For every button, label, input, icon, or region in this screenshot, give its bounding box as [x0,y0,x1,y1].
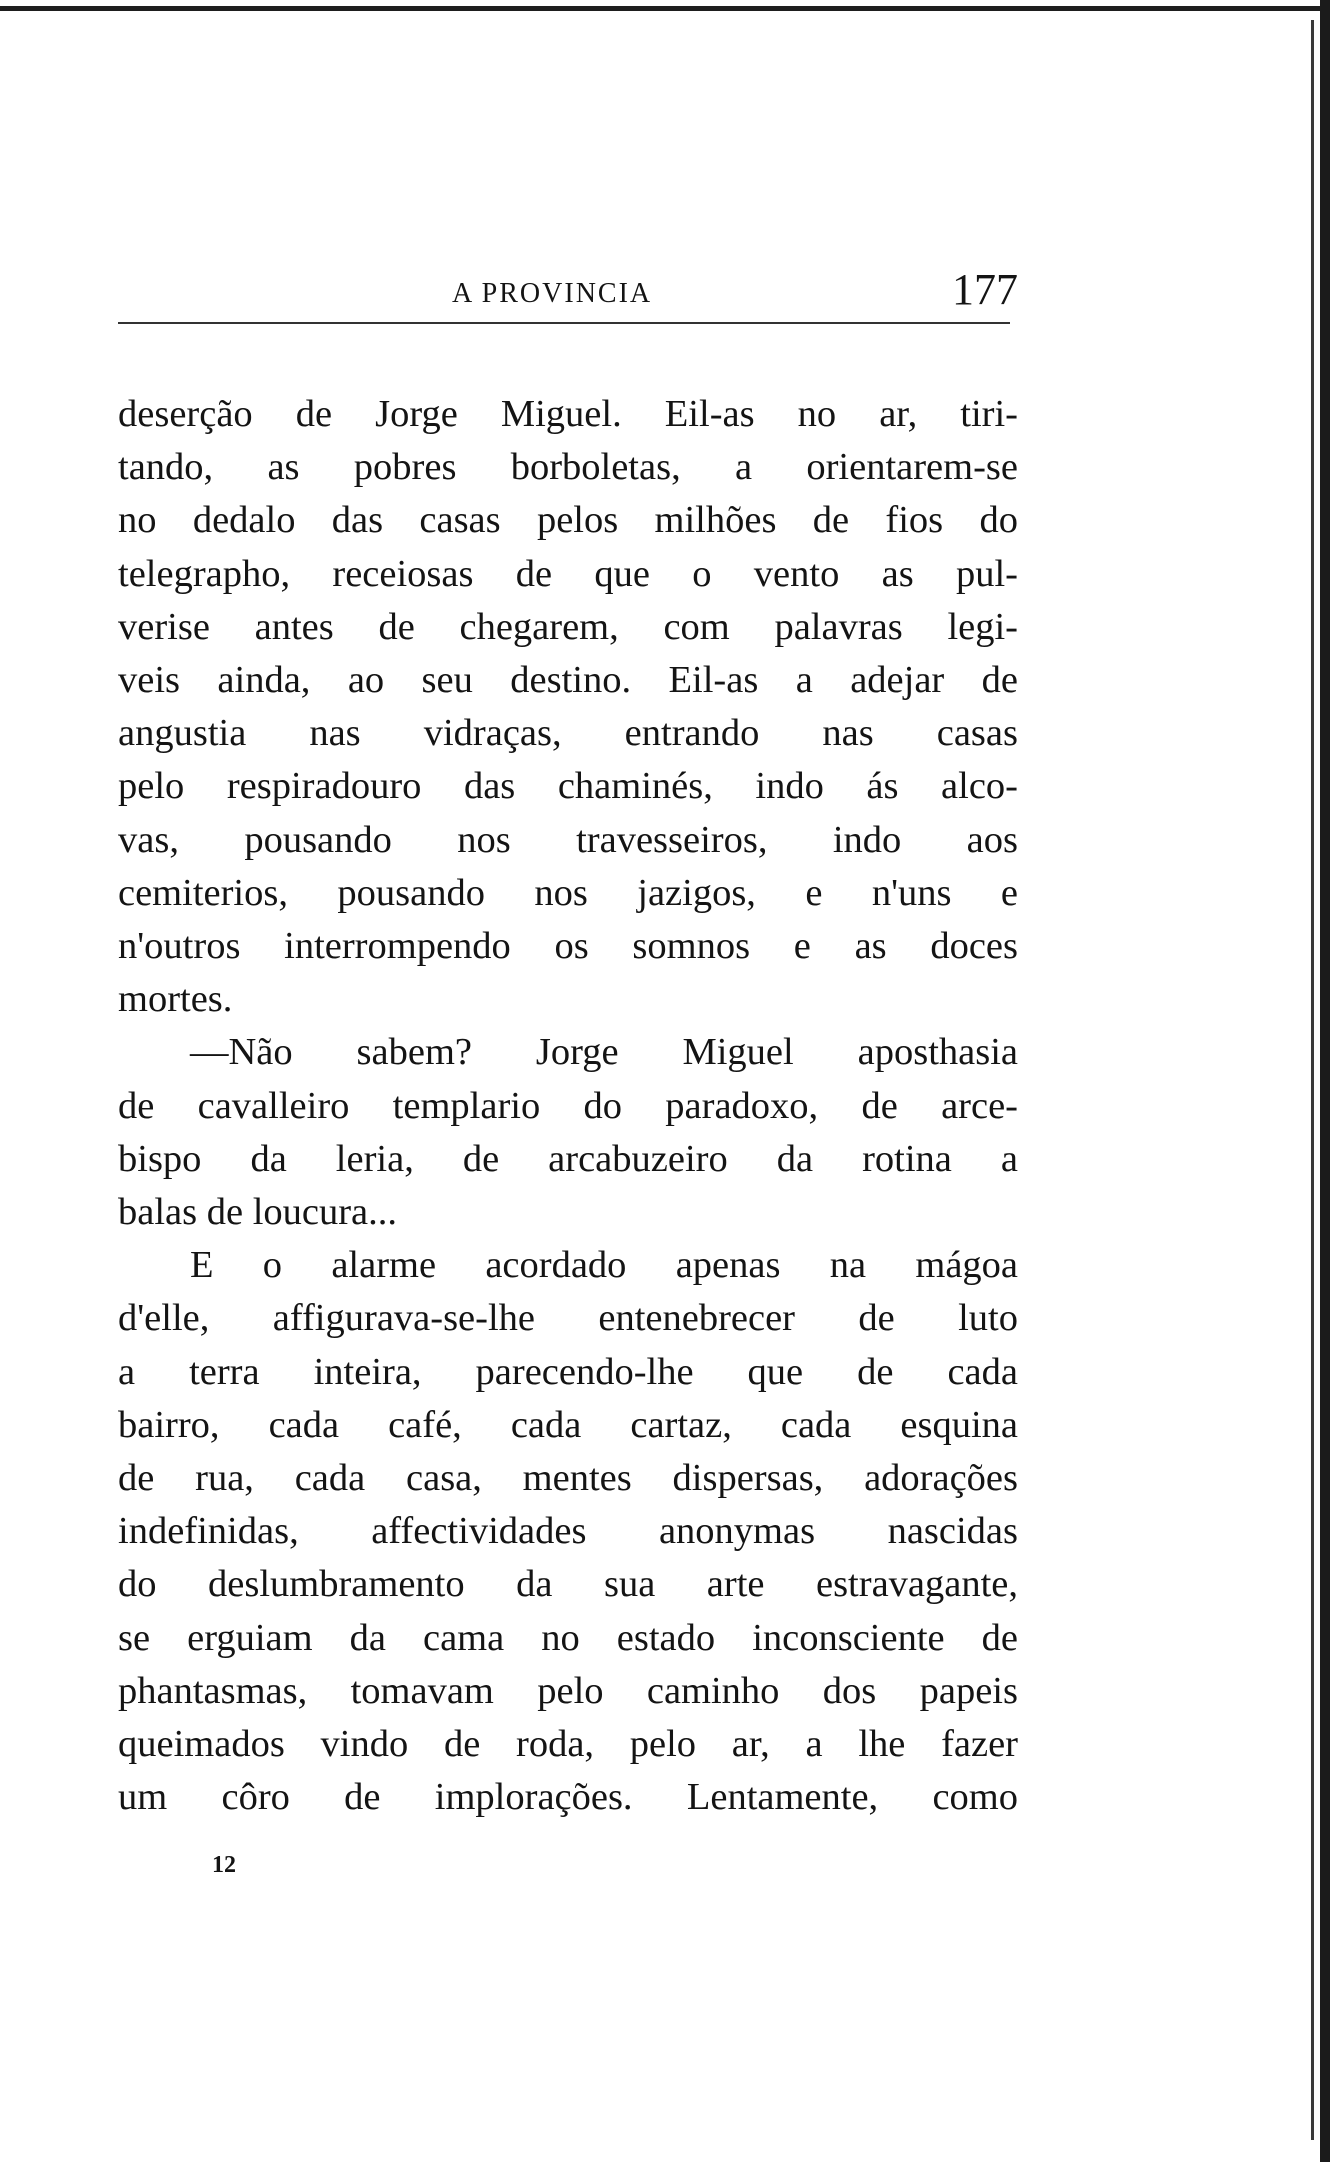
text-line: no dedalo das casas pelos milhões de fios do [118,499,1018,542]
text-line: —Não sabem? Jorge Miguel aposthasia [190,1031,1018,1074]
text-line: vas, pousando nos travesseiros, indo aos [118,818,1018,861]
text-line: phantasmas, tomavam pelo caminho dos papeis [118,1669,1018,1712]
text-line: queimados vindo de roda, pelo ar, a lhe fazer [118,1723,1018,1766]
text-line: um côro de implorações. Lentamente, como [118,1776,1018,1819]
text-line: verise antes de chegarem, com palavras legi- [118,605,1018,648]
text-line: balas de loucura... [118,1191,398,1234]
text-line: E o alarme acordado apenas na mágoa [190,1244,1018,1287]
header-rule [118,322,1010,324]
text-line: veis ainda, ao seu destino. Eil-as a adejar de [118,659,1018,702]
scan-right-edge [1320,0,1330,2162]
text-line: indefinidas, affectividades anonymas nascidas [118,1510,1018,1553]
text-line: d'elle, affigurava-se-lhe entenebrecer de luto [118,1297,1018,1340]
running-head [118,262,1018,312]
text-line: a terra inteira, parecendo-lhe que de cada [118,1350,1018,1393]
scan-top-edge [0,6,1320,11]
text-line: telegrapho, receiosas de que o vento as pul- [118,552,1018,595]
text-line: de rua, cada casa, mentes dispersas, adorações [118,1457,1018,1500]
text-line: pelo respiradouro das chaminés, indo ás alco- [118,765,1018,808]
signature-mark: 12 [212,1852,236,1878]
text-line: bairro, cada café, cada cartaz, cada esquina [118,1403,1018,1446]
text-line: n'outros interrompendo os somnos e as doces [118,925,1018,968]
text-line: deserção de Jorge Miguel. Eil-as no ar, tiri- [118,393,1018,435]
text-line: bispo da leria, de arcabuzeiro da rotina a [118,1137,1018,1180]
body-text [118,388,1018,1824]
running-title: A PROVINCIA [452,278,653,309]
text-line: do deslumbramento da sua arte estravagante, [118,1563,1018,1606]
text-line: se erguiam da cama no estado inconsciente de [118,1616,1018,1659]
text-line: tando, as pobres borboletas, a orientarem-se [118,446,1018,489]
text-line: mortes. [118,978,233,1021]
scan-right-edge-inner [1311,20,1314,2140]
page-number: 177 [952,265,1018,314]
text-line: de cavalleiro templario do paradoxo, de arce- [118,1084,1018,1127]
text-line: angustia nas vidraças, entrando nas casas [118,712,1018,755]
text-line: cemiterios, pousando nos jazigos, e n'uns e [118,871,1018,914]
